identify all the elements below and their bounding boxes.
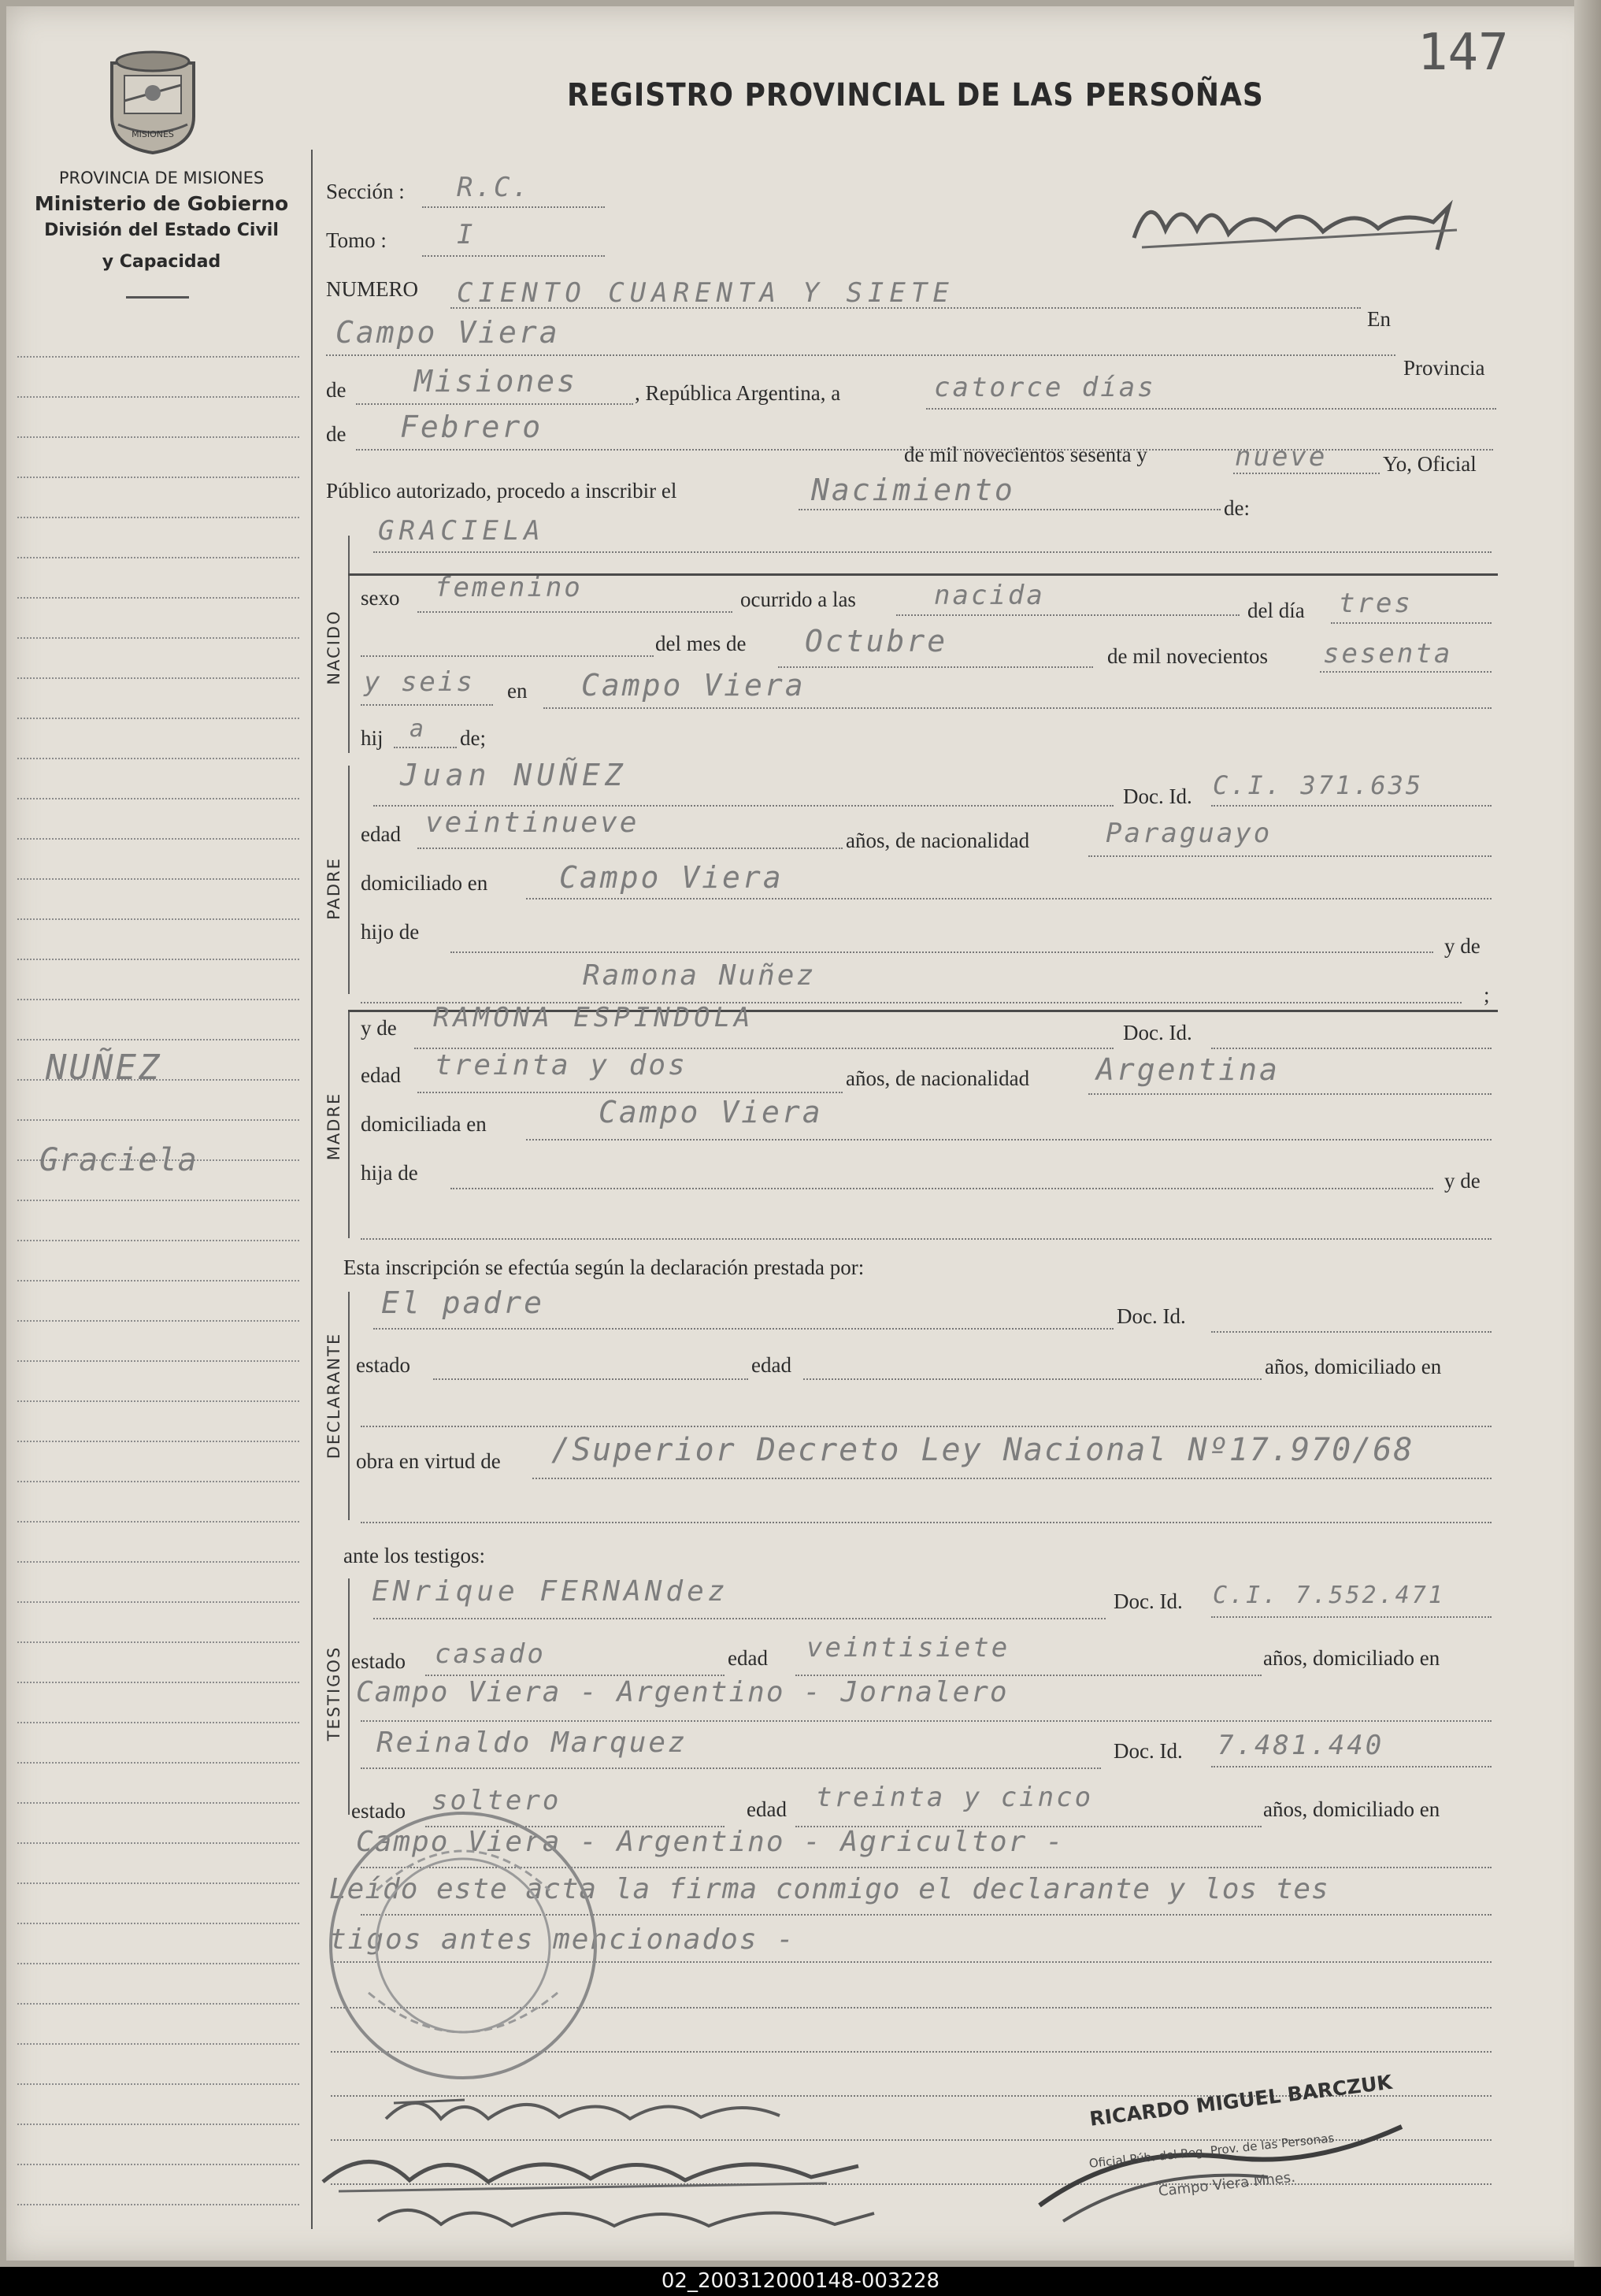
label-declarante-estado: estado xyxy=(356,1353,410,1377)
margin-ruled-line xyxy=(17,597,299,599)
dotted-line xyxy=(778,666,1093,668)
dotted-line xyxy=(361,704,493,706)
value-acto: Nacimiento xyxy=(811,473,1015,507)
margin-ruled-line xyxy=(17,758,299,759)
margin-ruled-line xyxy=(17,436,299,438)
dotted-line xyxy=(1211,1616,1492,1618)
value-testigo2-domicilio: Campo Viera - Argentino - Agricultor - xyxy=(356,1826,1065,1858)
value-testigo1-nombre: ENrique FERNANdez xyxy=(372,1575,729,1608)
label-madre-y-de: y de xyxy=(361,1016,397,1040)
bracket-nacido xyxy=(348,536,350,753)
dotted-line xyxy=(417,1092,843,1093)
label-sexo: sexo xyxy=(361,586,400,610)
label-seccion: Sección : xyxy=(326,180,405,203)
org-rule xyxy=(126,296,189,299)
margin-ruled-line xyxy=(17,1682,299,1683)
dotted-line xyxy=(422,206,605,208)
label-en: En xyxy=(1367,307,1391,331)
value-lugar: Campo Viera xyxy=(335,315,560,350)
value-testigo2-estado: soltero xyxy=(432,1785,561,1816)
value-padre-doc: C.I. 371.635 xyxy=(1213,770,1424,800)
value-padre-padres: Ramona Nuñez xyxy=(583,959,817,992)
signature-witness-2 xyxy=(362,2190,898,2253)
label-ante-testigos: ante los testigos: xyxy=(343,1544,485,1567)
label-ocurrido: ocurrido a las xyxy=(740,588,856,611)
label-declarante-anos: años, domiciliado en xyxy=(1265,1355,1442,1378)
dotted-line xyxy=(361,1767,1101,1769)
value-madre-nombre: RAMONA ESPINDOLA xyxy=(433,1002,754,1033)
dotted-line xyxy=(526,898,1492,899)
dotted-line xyxy=(1088,855,1492,857)
label-obra: obra en virtud de xyxy=(356,1449,501,1473)
label-madre-nacionalidad: años, de nacionalidad xyxy=(846,1066,1030,1090)
value-dia-nacimiento: tres xyxy=(1339,588,1413,619)
dotted-line xyxy=(394,747,457,748)
label-hij: hij xyxy=(361,726,384,750)
label-testigo2-edad: edad xyxy=(747,1797,787,1821)
margin-ruled-line xyxy=(17,1882,299,1884)
margin-ruled-line xyxy=(17,2124,299,2125)
margin-ruled-line xyxy=(17,2003,299,2005)
margin-ruled-line xyxy=(17,1561,299,1563)
margin-ruled-line xyxy=(17,1400,299,1402)
label-numero: NUMERO xyxy=(326,277,419,301)
stamp-line-3: Campo Viera Mnes. xyxy=(1158,2168,1296,2200)
value-testigo2-doc: 7.481.440 xyxy=(1217,1730,1384,1761)
label-testigo2-doc: Doc. Id. xyxy=(1114,1739,1183,1763)
value-testigo1-domicilio: Campo Viera - Argentino - Jornalero xyxy=(356,1676,1009,1708)
stamp-line-2: Oficial Púb. del Reg. Prov. de las Personas xyxy=(1088,2131,1335,2171)
label-hij-de: de; xyxy=(460,726,486,750)
margin-ruled-line xyxy=(17,1280,299,1282)
label-semicolon: ; xyxy=(1484,983,1490,1007)
value-declarante: El padre xyxy=(381,1285,545,1320)
footer-image-id: 02_200312000148-003228 xyxy=(661,2269,940,2293)
dotted-line xyxy=(356,403,633,405)
stamp-name: RICARDO MIGUEL BARCZUK xyxy=(1088,2070,1394,2131)
document-title: REGISTRO PROVINCIAL DE LAS PERSOÑAS xyxy=(567,77,1264,113)
dotted-line xyxy=(1211,805,1492,807)
value-testigo1-estado: casado xyxy=(435,1638,546,1670)
dotted-line xyxy=(1088,1093,1492,1095)
label-del-dia: del día xyxy=(1247,599,1305,622)
margin-ruled-line xyxy=(17,637,299,639)
margin-ruled-line xyxy=(17,1521,299,1523)
value-anio-nacimiento-b: y seis xyxy=(364,666,475,698)
margin-ruled-line xyxy=(17,1200,299,1201)
label-del-mes: del mes de xyxy=(655,632,747,655)
signature-declarante xyxy=(370,2079,811,2142)
value-anio-inscripcion: nueve xyxy=(1235,441,1328,473)
margin-ruled-line xyxy=(17,1802,299,1804)
value-nombre: GRACIELA xyxy=(378,515,545,547)
dotted-line xyxy=(803,1378,1262,1380)
label-de-colon: de: xyxy=(1224,496,1250,520)
dotted-line xyxy=(373,1618,1106,1619)
value-numero: CIENTO CUARENTA Y SIETE xyxy=(457,277,954,309)
value-hij-suffix: a xyxy=(410,715,427,743)
label-en-lower: en xyxy=(507,679,528,703)
dotted-line xyxy=(417,848,843,849)
label-testigo1-doc: Doc. Id. xyxy=(1114,1589,1183,1613)
label-hija-de: hija de xyxy=(361,1161,418,1185)
label-publico: Público autorizado, procedo a inscribir el xyxy=(326,479,677,503)
org-province: PROVINCIA DE MISIONES xyxy=(58,169,265,187)
label-testigo2-estado: estado xyxy=(351,1799,406,1823)
org-ministry: Ministerio de Gobierno xyxy=(34,192,289,215)
label-republica: , República Argentina, a xyxy=(635,381,841,405)
margin-ruled-line xyxy=(17,396,299,398)
round-seal-icon xyxy=(321,1804,605,2087)
value-mes-nacimiento: Octubre xyxy=(805,624,948,658)
value-dia-inscripcion: catorce días xyxy=(934,372,1156,403)
value-padre-nombre: Juan NUÑEZ xyxy=(400,758,628,792)
dotted-line xyxy=(1211,1766,1492,1767)
label-de: de xyxy=(326,378,347,402)
bracket-madre xyxy=(348,1010,350,1238)
label-testigo1-estado: estado xyxy=(351,1649,406,1673)
dotted-line xyxy=(450,951,1433,953)
dotted-line xyxy=(433,1378,748,1380)
label-tomo: Tomo : xyxy=(326,228,387,252)
value-testigo2-nombre: Reinaldo Marquez xyxy=(376,1727,687,1759)
value-sexo: femenino xyxy=(435,572,583,603)
signature-top xyxy=(1118,175,1481,261)
value-testigo2-edad: treinta y cinco xyxy=(816,1782,1094,1813)
margin-ruled-line xyxy=(17,1641,299,1643)
dotted-line xyxy=(526,1139,1492,1141)
label-padre-domicilio: domiciliado en xyxy=(361,871,488,895)
label-mil-novecientos-sesenta: de mil novecientos sesenta y xyxy=(904,443,1147,466)
margin-ruled-line xyxy=(17,1320,299,1322)
margin-given-name: Graciela xyxy=(39,1142,198,1178)
margin-ruled-line xyxy=(17,2164,299,2165)
side-label-declarante: DECLARANTE xyxy=(324,1332,343,1460)
dotted-line xyxy=(422,255,605,257)
value-lugar-nacimiento: Campo Viera xyxy=(581,668,806,703)
label-padre-nacionalidad: años, de nacionalidad xyxy=(846,829,1030,852)
dotted-line xyxy=(361,1426,1492,1427)
margin-ruled-line xyxy=(17,999,299,1000)
margin-ruled-line xyxy=(17,718,299,719)
page-number: 147 xyxy=(1418,24,1509,82)
dotted-line xyxy=(326,354,1395,356)
margin-ruled-line xyxy=(17,1039,299,1040)
dotted-line xyxy=(1331,622,1492,624)
margin-ruled-line xyxy=(17,878,299,880)
dotted-line xyxy=(373,1328,1114,1330)
dotted-line xyxy=(532,1478,1492,1479)
value-anio-nacimiento-a: sesenta xyxy=(1323,638,1453,670)
dotted-line xyxy=(926,408,1496,410)
label-testigo2-anos: años, domiciliado en xyxy=(1263,1797,1440,1821)
margin-ruled-line xyxy=(17,477,299,478)
value-obra: /Superior Decreto Ley Nacional Nº17.970/68 xyxy=(551,1432,1414,1468)
margin-ruled-line xyxy=(17,1923,299,1924)
value-testigo1-doc: C.I. 7.552.471 xyxy=(1213,1582,1445,1609)
bracket-declarante xyxy=(348,1292,350,1520)
margin-ruled-line xyxy=(17,918,299,920)
margin-ruled-line xyxy=(17,1481,299,1482)
side-label-madre: MADRE xyxy=(324,1092,343,1161)
label-hijo-de: hijo de xyxy=(361,920,420,944)
dotted-line xyxy=(1320,671,1492,673)
margin-surname: NUÑEZ xyxy=(46,1048,162,1088)
margin-ruled-line xyxy=(17,1441,299,1442)
label-provincia: Provincia xyxy=(1403,356,1485,380)
svg-text:MISIONES: MISIONES xyxy=(132,129,174,139)
label-madre-doc: Doc. Id. xyxy=(1123,1021,1192,1044)
margin-ruled-line xyxy=(17,1842,299,1844)
value-madre-domicilio: Campo Viera xyxy=(599,1095,823,1129)
label-padre-doc: Doc. Id. xyxy=(1123,784,1192,808)
dotted-line xyxy=(373,551,1492,553)
margin-ruled-line xyxy=(17,677,299,679)
value-padre-domicilio: Campo Viera xyxy=(559,860,784,895)
label-padre-y-de: y de xyxy=(1444,934,1481,958)
dotted-line xyxy=(361,1720,1492,1722)
label-madre-y-de-2: y de xyxy=(1444,1169,1481,1193)
value-provincia: Misiones xyxy=(414,364,578,399)
side-label-padre: PADRE xyxy=(324,857,343,920)
note-line-2: tigos antes mencionados - xyxy=(329,1923,795,1956)
margin-ruled-line xyxy=(17,959,299,960)
side-label-nacido: NACIDO xyxy=(324,610,343,685)
label-inscripcion: Esta inscripción se efectúa según la declaración prestada por: xyxy=(343,1256,865,1279)
dotted-line xyxy=(361,1522,1492,1523)
label-de-2: de xyxy=(326,422,347,446)
label-declarante-doc: Doc. Id. xyxy=(1117,1304,1186,1328)
dotted-line xyxy=(896,614,1240,616)
label-yo-oficial: Yo, Oficial xyxy=(1383,452,1477,476)
label-madre-domicilio: domiciliada en xyxy=(361,1112,487,1136)
provincial-crest-icon xyxy=(101,46,205,156)
value-padre-nacionalidad: Paraguayo xyxy=(1106,818,1273,849)
margin-ruled-line xyxy=(17,1240,299,1241)
value-padre-edad: veintinueve xyxy=(425,807,639,839)
dotted-line xyxy=(1211,1331,1492,1333)
label-padre-edad: edad xyxy=(361,822,401,846)
label-testigo1-edad: edad xyxy=(728,1646,768,1670)
margin-ruled-line xyxy=(17,1963,299,1964)
margin-ruled-line xyxy=(17,1119,299,1121)
dotted-line xyxy=(417,611,732,613)
margin-ruled-line xyxy=(17,1360,299,1362)
dotted-line xyxy=(1233,473,1380,474)
dotted-line xyxy=(361,1238,1492,1240)
value-madre-edad: treinta y dos xyxy=(435,1049,687,1081)
label-testigo1-anos: años, domiciliado en xyxy=(1263,1646,1440,1670)
value-hora: nacida xyxy=(934,580,1045,611)
side-label-testigos: TESTIGOS xyxy=(324,1645,343,1741)
label-mil-novecientos: de mil novecientos xyxy=(1107,644,1268,668)
org-capacity: y Capacidad xyxy=(102,252,221,272)
margin-ruled-line xyxy=(17,1601,299,1603)
margin-ruled-line xyxy=(17,2083,299,2085)
label-declarante-edad: edad xyxy=(751,1353,791,1377)
dotted-line xyxy=(799,509,1221,510)
value-mes-inscripcion: Febrero xyxy=(400,410,543,444)
margin-ruled-line xyxy=(17,1762,299,1764)
note-line-1: Leído este acta la firma conmigo el declarante y los tes xyxy=(329,1873,1329,1905)
margin-ruled-line xyxy=(17,798,299,799)
page-edge xyxy=(1574,0,1601,2267)
margin-rule xyxy=(311,150,313,2229)
value-seccion: R.C. xyxy=(457,172,531,203)
bracket-testigos xyxy=(348,1578,350,1815)
margin-ruled-line xyxy=(17,2043,299,2045)
dotted-line xyxy=(450,1188,1433,1189)
margin-ruled-line xyxy=(17,838,299,840)
margin-ruled-line xyxy=(17,557,299,558)
value-tomo: I xyxy=(457,219,476,250)
dotted-line xyxy=(1211,1048,1492,1049)
margin-ruled-line xyxy=(17,1722,299,1723)
org-division: División del Estado Civil xyxy=(44,221,279,240)
label-madre-edad: edad xyxy=(361,1063,401,1087)
margin-ruled-line xyxy=(17,2204,299,2205)
margin-ruled-line xyxy=(17,517,299,518)
dotted-line xyxy=(543,707,1492,709)
value-madre-nacionalidad: Argentina xyxy=(1096,1052,1280,1087)
value-testigo1-edad: veintisiete xyxy=(806,1632,1010,1664)
dotted-line xyxy=(361,655,654,657)
margin-ruled-line xyxy=(17,356,299,358)
bracket-padre xyxy=(348,766,350,994)
